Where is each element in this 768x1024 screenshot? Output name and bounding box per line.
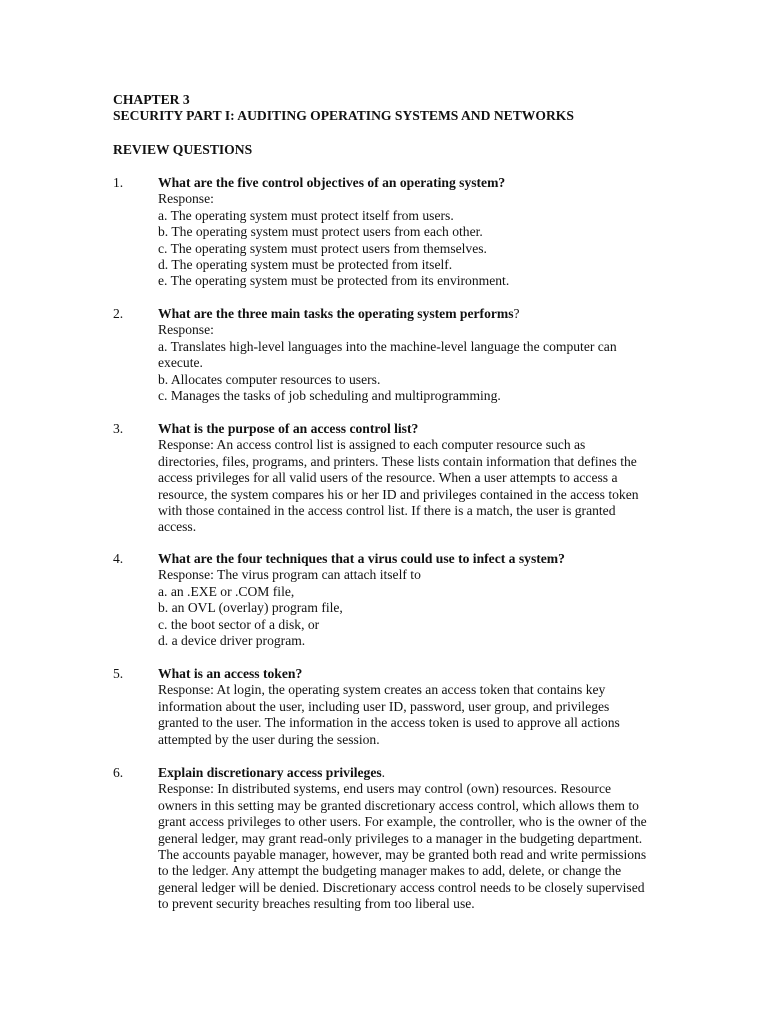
- question-number: 5.: [113, 666, 124, 681]
- answer-line: a. an .EXE or .COM file,: [158, 583, 295, 599]
- chapter-header: [113, 92, 713, 125]
- question-text: [158, 551, 673, 567]
- answer-line: b. an OVL (overlay) program file,: [158, 600, 343, 616]
- question-item-2: [113, 306, 673, 404]
- question-label: Explain discretionary access privileges: [158, 765, 382, 780]
- question-label: What is an access token?: [158, 666, 303, 681]
- answer-line: access.: [158, 519, 197, 535]
- answer-line: The accounts payable manager, however, may be granted both read and write permissions: [158, 847, 647, 863]
- question-label: What are the five control objectives of an operating system?: [158, 175, 506, 190]
- answer-line: Response:: [158, 191, 214, 207]
- answer-line: directories, files, programs, and printers. These lists contain information that defines the: [158, 453, 637, 469]
- answer-line: general ledger will be denied. Discretionary access control needs to be closely supervised: [158, 879, 645, 895]
- question-item-4: [113, 551, 673, 649]
- question-number: 4.: [113, 551, 124, 566]
- question-item-3: [113, 421, 673, 536]
- question-tail: .: [381, 765, 386, 780]
- question-number: 1.: [113, 175, 124, 190]
- chapter-title: SECURITY PART I: AUDITING OPERATING SYSTEMS AND NETWORKS: [113, 108, 574, 124]
- question-text: [158, 306, 673, 322]
- question-body: [158, 175, 673, 290]
- answer-line: Response: An access control list is assigned to each computer resource such as: [158, 437, 586, 453]
- question-text: [158, 765, 673, 781]
- answer-line: access privileges for all valid users of the resource. When a user attempts to access a: [158, 470, 618, 486]
- answer-line: Response: The virus program can attach itself to: [158, 567, 421, 583]
- answer-line: to the ledger. Any attempt the budgeting manager makes to add, delete, or change the: [158, 863, 622, 879]
- question-text: [158, 666, 673, 682]
- answer-line: a. Translates high-level languages into the machine-level language the computer can: [158, 338, 617, 354]
- question-tail: ?: [513, 306, 520, 321]
- answer-line: c. Manages the tasks of job scheduling and multiprogramming.: [158, 388, 501, 404]
- question-body: [158, 765, 673, 913]
- answer-line: general ledger, may grant read-only privileges to a manager in the budgeting department.: [158, 830, 643, 846]
- answer-line: resource, the system compares his or her ID and privileges contained in the access token: [158, 486, 639, 502]
- answer-line: owners in this setting may be granted discretionary access control, which allows them to: [158, 797, 639, 813]
- answer-line: c. The operating system must protect users from themselves.: [158, 240, 487, 256]
- question-body: [158, 306, 673, 404]
- answer-line: to prevent security breaches resulting from too liberal use.: [158, 896, 475, 912]
- question-text: [158, 421, 673, 437]
- question-number: 6.: [113, 765, 124, 780]
- section-heading: REVIEW QUESTIONS: [113, 142, 253, 157]
- answer-line: a. The operating system must protect itself from users.: [158, 207, 454, 223]
- answer-line: granted to the user. The information in the access token is used to approve all actions: [158, 715, 620, 731]
- answer-line: Response: At login, the operating system creates an access token that contains key: [158, 682, 606, 698]
- answer-line: d. a device driver program.: [158, 633, 306, 649]
- answer-line: Response: In distributed systems, end users may control (own) resources. Resource: [158, 781, 612, 797]
- question-number: 3.: [113, 421, 124, 436]
- question-label: What are the four techniques that a virus could use to infect a system?: [158, 551, 565, 566]
- question-item-6: [113, 765, 673, 913]
- answer-line: c. the boot sector of a disk, or: [158, 616, 320, 632]
- answer-line: b. The operating system must protect users from each other.: [158, 224, 483, 240]
- question-body: [158, 666, 673, 748]
- chapter-number: CHAPTER 3: [113, 92, 190, 107]
- answer-line: execute.: [158, 355, 203, 371]
- question-label: What is the purpose of an access control list?: [158, 421, 419, 436]
- answer-line: e. The operating system must be protected from its environment.: [158, 273, 510, 289]
- answer-line: d. The operating system must be protected from itself.: [158, 257, 453, 273]
- question-label: What are the three main tasks the operating system performs: [158, 306, 514, 321]
- answer-line: information about the user, including user ID, password, user group, and privileges: [158, 698, 610, 714]
- question-item-1: [113, 175, 673, 290]
- question-item-5: [113, 666, 673, 748]
- question-body: [158, 551, 673, 649]
- question-text: [158, 175, 673, 191]
- answer-line: attempted by the user during the session.: [158, 731, 380, 747]
- answer-line: with those contained in the access control list. If there is a match, the user is granted: [158, 503, 616, 519]
- answer-line: b. Allocates computer resources to users.: [158, 371, 381, 387]
- question-body: [158, 421, 673, 536]
- question-number: 2.: [113, 306, 124, 321]
- answer-line: grant access privileges to other users. For example, the controller, who is the owner of the: [158, 814, 647, 830]
- answer-line: Response:: [158, 322, 214, 338]
